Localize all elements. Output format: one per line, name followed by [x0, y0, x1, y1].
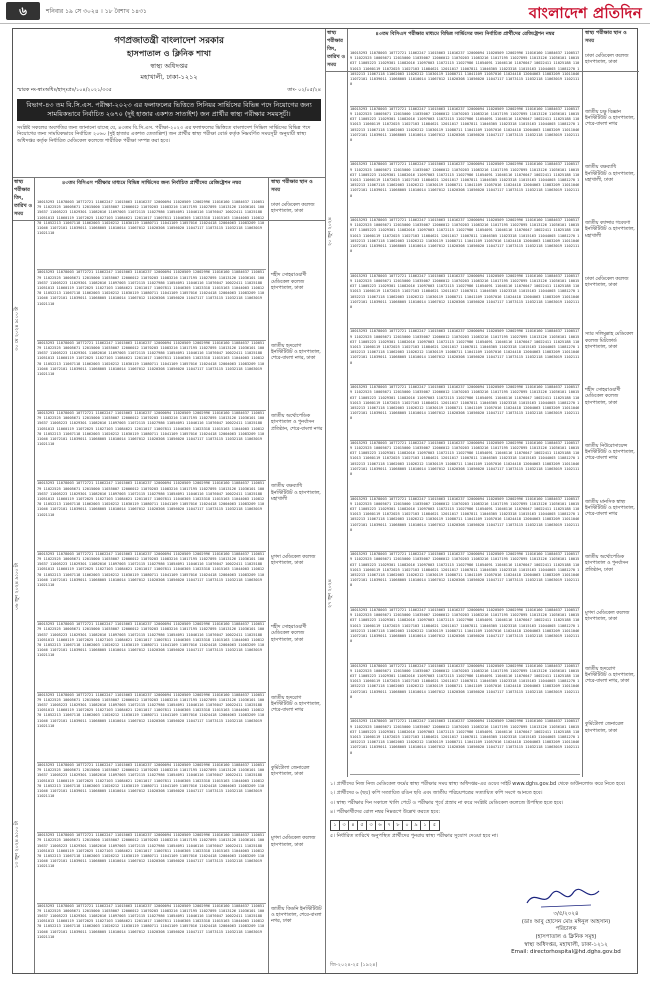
roll-number-example — [330, 820, 440, 831]
signatory-designation: পরিচালক — [555, 926, 577, 933]
memo-row — [13, 83, 325, 95]
roll-block: 10015293 11078003 10772721 11062247 11015063 11016237 12000094 11020509 12002996 11016160 11084637 11005179 11022525 10005671 12015000 11035007 12006012 11070203 11083216 11017195 11027895 11013126 11036101 10015637 11005223 11029301 11082016 11097003 11072115 11027986 11054091 11046116 11076047 10022411 11025188 11051013 11060119 11072025 11027103 11084621 12011017 11007811 11046305 11023318 11015163 11044003 11081270 11052213 11067118 11062003 11026212 11030119 11080711 11041109 11057016 11024418 12004063 11083209 11011046 11072101 11039011 11068005 11010014 11067012 11020308 11056020 11047117 11073115 11032118 11063019 11021110 — [350, 552, 580, 608]
note-3: ৩। স্বাস্থ্য পরীক্ষার দিন সকালে খালি পেটে ও পরীক্ষার পূর্বে প্রস্রাব না করে সংশ্লিষ্ট মেডিকেল কলেজে উপস্থিত হতে হবে। — [330, 799, 564, 806]
signatory-wing: (হাসপাতাল ও ক্লিনিক সমূহ) — [535, 934, 597, 941]
signature-ink — [511, 885, 621, 911]
roll-digit: ১ — [331, 821, 340, 830]
signatory-email: Email: directorhospital@hd.dghs.gov.bd — [511, 949, 621, 956]
header-roll: ৪৩তম বিসিএস পরীক্ষার মাধ্যমে বিভিন্ন সার্ভিসের জন্য নির্বাচিত প্রার্থীদের রেজিষ্ট্রেশন নম্বর — [348, 29, 583, 71]
roll-column — [348, 51, 583, 777]
exam-date: ১৩ জুন ২০২৪ ৯:০০ টা — [15, 821, 20, 869]
roll-block: 10015293 11078003 10772721 11062247 11015063 11016237 12000094 11020509 12002996 11016160 11084637 11005179 11022525 10005671 12015000 11035007 12006012 11070203 11083216 11017195 11027895 11013126 11036101 10015637 11005223 11029301 11082016 11097003 11072115 11027986 11054091 11046116 11076047 10022411 11025188 11051013 11060119 11072025 11027103 11084621 12011017 11007811 11046305 11023318 11015163 11044003 11081270 11052213 11067118 11062003 11026212 11030119 11080711 11041109 11057016 11024418 12004063 11083209 11011046 11072101 11039011 11068005 11010014 11067012 11020308 11056020 11047117 11073115 11032118 11063019 11021110 — [37, 270, 266, 340]
schedule-table-right — [326, 29, 639, 777]
center-column — [583, 51, 639, 777]
exam-center: শহীদ সোহরাওয়ার্দী মেডিকেল কলেজ হাসপাতাল, ঢাকা — [271, 273, 307, 291]
roll-block: 10015293 11078003 10772721 11062247 11015063 11016237 12000094 11020509 12002996 11016160 11084637 11005179 11022525 10005671 12015000 11035007 12006012 11070203 11083216 11017195 11027895 11013126 11036101 10015637 11005223 11029301 11082016 11097003 11072115 11027986 11054091 11046116 11076047 10022411 11025188 11051013 11060119 11072025 11027103 11084621 12011017 11007811 11046305 11023318 11015163 11044003 11081270 11052213 11067118 11062003 11026212 11030119 11080711 11041109 11057016 11024418 12004063 11083209 11011046 11072101 11039011 11068005 11010014 11067012 11020308 11056020 11047117 11073115 11032118 11063019 11021110 — [37, 904, 266, 973]
notice-heading — [13, 33, 325, 83]
roll-digit: ৮ — [394, 821, 403, 830]
roll-block: 10015293 11078003 10772721 11062247 11015063 11016237 12000094 11020509 12002996 11016160 11084637 11005179 11022525 10005671 12015000 11035007 12006012 11070203 11083216 11017195 11027895 11013126 11036101 10015637 11005223 11029301 11082016 11097003 11072115 11027986 11054091 11046116 11076047 10022411 11025188 11051013 11060119 11072025 11027103 11084621 12011017 11007811 11046305 11023318 11015163 11044003 11081270 11052213 11067118 11062003 11026212 11030119 11080711 11041109 11057016 11024418 12004063 11083209 11011046 11072101 11039011 11068005 11010014 11067012 11020308 11056020 11047117 11073115 11032118 11063019 11021110 — [350, 719, 580, 775]
exam-center: কুর্মিটোলা জেনারেল হাসপাতাল, ঢাকা — [271, 765, 310, 778]
roll-digit: ৬ — [376, 821, 385, 830]
department-address: মহাখালী, ঢাকা-১২১২ — [140, 73, 198, 81]
roll-block: 10015293 11078003 10772721 11062247 11015063 11016237 12000094 11020509 12002996 11016160 11084637 11005179 11022525 10005671 12015000 11035007 12006012 11070203 11083216 11017195 11027895 11013126 11036101 10015637 11005223 11029301 11082016 11097003 11072115 11027986 11054091 11046116 11076047 10022411 11025188 11051013 11060119 11072025 11027103 11084621 12011017 11007811 11046305 11023318 11015163 11044003 11081270 11052213 11067118 11062003 11026212 11030119 11080711 11041109 11057016 11024418 12004063 11083209 11011046 11072101 11039011 11068005 11010014 11067012 11020308 11056020 11047117 11073115 11032118 11063019 11021110 — [37, 341, 266, 411]
exam-center: জাতীয় অর্থোপেডিক হাসপাতাল ও পুনর্বাসন প্রতিষ্ঠান, ঢাকা — [585, 555, 629, 573]
roll-block: 10015293 11078003 10772721 11062247 11015063 11016237 12000094 11020509 12002996 11016160 11084637 11005179 11022525 10005671 12015000 11035007 12006012 11070203 11083216 11017195 11027895 11013126 11036101 10015637 11005223 11029301 11082016 11097003 11072115 11027986 11054091 11046116 11076047 10022411 11025188 11051013 11060119 11072025 11027103 11084621 12011017 11007811 11046305 11023318 11015163 11044003 11081270 11052213 11067118 11062003 11026212 11030119 11080711 11041109 11057016 11024418 12004063 11083209 11011046 11072101 11039011 11068005 11010014 11067012 11020308 11056020 11047117 11073115 11032118 11063019 11021110 — [350, 107, 580, 163]
instruction-notes — [330, 781, 635, 842]
ad-code: জি-২০২৪-২৫ (১৯২৪) — [330, 962, 378, 968]
roll-block: 10015293 11078003 10772721 11062247 11015063 11016237 12000094 11020509 12002996 11016160 11084637 11005179 11022525 10005671 12015000 11035007 12006012 11070203 11083216 11017195 11027895 11013126 11036101 10015637 11005223 11029301 11082016 11097003 11072115 11027986 11054091 11046116 11076047 10022411 11025188 11051013 11060119 11072025 11027103 11084621 12011017 11007811 11046305 11023318 11015163 11044003 11081270 11052213 11067118 11062003 11026212 11030119 11080711 11041109 11057016 11024418 12004063 11083209 11011046 11072101 11039011 11068005 11010014 11067012 11020308 11056020 11047117 11073115 11032118 11063019 11021110 — [37, 200, 266, 270]
roll-block: 10015293 11078003 10772721 11062247 11015063 11016237 12000094 11020509 12002996 11016160 11084637 11005179 11022525 10005671 12015000 11035007 12006012 11070203 11083216 11017195 11027895 11013126 11036101 10015637 11005223 11029301 11082016 11097003 11072115 11027986 11054091 11046116 11076047 10022411 11025188 11051013 11060119 11072025 11027103 11084621 12011017 11007811 11046305 11023318 11015163 11044003 11081270 11052213 11067118 11062003 11026212 11030119 11080711 11041109 11057016 11024418 12004063 11083209 11011046 11072101 11039011 11068005 11010014 11067012 11020308 11056020 11047117 11073115 11032118 11063019 11021110 — [350, 329, 580, 385]
note-5: ৫। নির্ধারিত তারিখে অনুপস্থিত প্রার্থীদের পুনরায় স্বাস্থ্য পরীক্ষার সুযোগ দেওয়া হবে না। — [330, 833, 499, 839]
roll-block: 10015293 11078003 10772721 11062247 11015063 11016237 12000094 11020509 12002996 11016160 11084637 11005179 11022525 10005671 12015000 11035007 12006012 11070203 11083216 11017195 11027895 11013126 11036101 10015637 11005223 11029301 11082016 11097003 11072115 11027986 11054091 11046116 11076047 10022411 11025188 11051013 11060119 11072025 11027103 11084621 12011017 11007811 11046305 11023318 11015163 11044003 11081270 11052213 11067118 11062003 11026212 11030119 11080711 11041109 11057016 11024418 12004063 11083209 11011046 11072101 11039011 11068005 11010014 11067012 11020308 11056020 11047117 11073115 11032118 11063019 11021110 — [37, 481, 266, 551]
exam-center: ঢাকা মেডিকেল কলেজ হাসপাতাল, ঢাকা — [585, 54, 629, 66]
government-notice — [12, 28, 638, 974]
roll-digit: ৩ — [340, 821, 349, 830]
roll-block: 10015293 11078003 10772721 11062247 11015063 11016237 12000094 11020509 12002996 11016160 11084637 11005179 11022525 10005671 12015000 11035007 12006012 11070203 11083216 11017195 11027895 11013126 11036101 10015637 11005223 11029301 11082016 11097003 11072115 11027986 11054091 11046116 11076047 10022411 11025188 11051013 11060119 11072025 11027103 11084621 12011017 11007811 11046305 11023318 11015163 11044003 11081270 11052213 11067118 11062003 11026212 11030119 11080711 11041109 11057016 11024418 12004063 11083209 11011046 11072101 11039011 11068005 11010014 11067012 11020308 11056020 11047117 11073115 11032118 11063019 11021110 — [350, 441, 580, 497]
exam-center: জাতীয় হৃদরোগ ইনস্টিটিউট ও হাসপাতাল, শেরে-বাংলা নগর, ঢাকা — [271, 343, 321, 362]
note-4: ৪। পরীক্ষার্থীদের রোল নম্বর নিম্নরূপে উল্লেখ করতে হবে: — [330, 808, 441, 815]
exam-center: শহীদ সোহরাওয়ার্দী মেডিকেল কলেজ হাসপাতাল, ঢাকা — [271, 625, 307, 643]
exam-center: মুগদা মেডিকেল কলেজ হাসপাতাল, ঢাকা — [271, 836, 316, 848]
notice-intro: সংশ্লিষ্ট সকলের অবগতির জন্য জানানো যাচ্ছে যে, ৪৩তম বি.সি.এস. পরীক্ষা-২০২৩ এর ফলাফলের ভিত্তিতে বাংলাদেশ সিভিল সার্ভিসের বিভিন্ন পদে নিয়োগের জন্য সাময়িকভাবে নির্বাচিত ২০৬০ (দুই হাজার একশত তেতাল্লিশ) জন প্রার্থীর স্বাস্থ্য পরীক্ষা বোর্ড কর্তৃক নিম্নবর্ণিত সময়সূচী অনুযায়ী স্বাস্থ্য অধিদপ্তর কর্তৃক নির্ধারিত মেডিকেল কলেজে শারীরিক পরীক্ষা সম্পন্ন করা হবে। — [17, 124, 311, 144]
roll-block: 10015293 11078003 10772721 11062247 11015063 11016237 12000094 11020509 12002996 11016160 11084637 11005179 11022525 10005671 12015000 11035007 12006012 11070203 11083216 11017195 11027895 11013126 11036101 10015637 11005223 11029301 11082016 11097003 11072115 11027986 11054091 11046116 11076047 10022411 11025188 11051013 11060119 11072025 11027103 11084621 12011017 11007811 11046305 11023318 11015163 11044003 11081270 11052213 11067118 11062003 11026212 11030119 11080711 11041109 11057016 11024418 12004063 11083209 11011046 11072101 11039011 11068005 11010014 11067012 11020308 11056020 11047117 11073115 11032118 11063019 11021110 — [37, 763, 266, 833]
exam-center: জাতীয় অর্থোপেডিক হাসপাতাল ও পুনর্বাসন প্রতিষ্ঠান, শেরে-বাংলা নগর — [271, 414, 323, 432]
exam-center: শহীদ সোহরাওয়ার্দী মেডিকেল কলেজ হাসপাতাল, ঢাকা — [585, 388, 621, 406]
signature-block — [511, 885, 621, 957]
exam-center: কুর্মিটোলা জেনারেল হাসপাতাল, ঢাকা — [585, 722, 624, 734]
page-number: ৬ — [6, 2, 40, 20]
notice-banner: বিভাগ-৪৩ তম বি.সি.এস. পরীক্ষা-২০২৩ এর ফলাফলের ভিত্তিতে সিনিয়র সার্ভিসের বিভিন্ন পদে নিয়োগের জন্য সাময়িকভাবে নির্বাচিত ২৬৭০ (দুই হাজার একশত সাতাইশ) জন প্রার্থীর স্বাস্থ্য পরীক্ষার সময়সূচী। — [17, 99, 321, 121]
roll-block: 10015293 11078003 10772721 11062247 11015063 11016237 12000094 11020509 12002996 11016160 11084637 11005179 11022525 10005671 12015000 11035007 12006012 11070203 11083216 11017195 11027895 11013126 11036101 10015637 11005223 11029301 11082016 11097003 11072115 11027986 11054091 11046116 11076047 10022411 11025188 11051013 11060119 11072025 11027103 11084621 12011017 11007811 11046305 11023318 11015163 11044003 11081270 11052213 11067118 11062003 11026212 11030119 11080711 11041109 11057016 11024418 12004063 11083209 11011046 11072101 11039011 11068005 11010014 11067012 11020308 11056020 11047117 11073115 11032118 11063019 11021110 — [350, 497, 580, 553]
exam-center: জাতীয় বক্ষব্যাধি ইনস্টিটিউট ও হাসপাতাল, মহাখালী — [271, 484, 321, 502]
roll-digit: ৩ — [367, 821, 376, 830]
masthead: বাংলাদেশ প্রতিদিন — [528, 4, 642, 22]
exam-center: জাতীয় বক্ষব্যাধি ইনস্টিটিউট ও হাসপাতাল, মহাখালী, ঢাকা — [585, 165, 635, 183]
memo-date: তাং- ০২/০৫/২৪ — [287, 87, 321, 93]
center-column — [269, 200, 325, 973]
header-date: স্বাস্থ্য পরীক্ষার তিং, তারিখ ও সময় — [326, 29, 348, 71]
exam-center: জাতীয় মানসিক স্বাস্থ্য ইনস্টিটিউট ও হাসপাতাল, শেরে-বাংলা নগর — [585, 499, 635, 517]
header-center: স্বাস্থ্য পরীক্ষার স্থান ও সময় — [271, 179, 313, 193]
dateline: শনিবার ১৯ সে ৩০২৪ । ১৮ বৈশাখ ১৪৩১ — [46, 8, 147, 15]
roll-block: 10015293 11078003 10772721 11062247 11015063 11016237 12000094 11020509 12002996 11016160 11084637 11005179 11022525 10005671 12015000 11035007 12006012 11070203 11083216 11017195 11027895 11013126 11036101 10015637 11005223 11029301 11082016 11097003 11072115 11027986 11054091 11046116 11076047 10022411 11025188 11051013 11060119 11072025 11027103 11084621 12011017 11007811 11046305 11023318 11015163 11044003 11081270 11052213 11067118 11062003 11026212 11030119 11080711 11041109 11057016 11024418 12004063 11083209 11011046 11072101 11039011 11068005 11010014 11067012 11020308 11056020 11047117 11073115 11032118 11063019 11021110 — [37, 552, 266, 622]
roll-block: 10015293 11078003 10772721 11062247 11015063 11016237 12000094 11020509 12002996 11016160 11084637 11005179 11022525 10005671 12015000 11035007 12006012 11070203 11083216 11017195 11027895 11013126 11036101 10015637 11005223 11029301 11082016 11097003 11072115 11027986 11054091 11046116 11076047 10022411 11025188 11051013 11060119 11072025 11027103 11084621 12011017 11007811 11046305 11023318 11015163 11044003 11081270 11052213 11067118 11062003 11026212 11030119 11080711 11041109 11057016 11024418 12004063 11083209 11011046 11072101 11039011 11068005 11010014 11067012 11020308 11056020 11047117 11073115 11032118 11063019 11021110 — [37, 833, 266, 903]
roll-block: 10015293 11078003 10772721 11062247 11015063 11016237 12000094 11020509 12002996 11016160 11084637 11005179 11022525 10005671 12015000 11035007 12006012 11070203 11083216 11017195 11027895 11013126 11036101 10015637 11005223 11029301 11082016 11097003 11072115 11027986 11054091 11046116 11076047 10022411 11025188 11051013 11060119 11072025 11027103 11084621 12011017 11007811 11046305 11023318 11015163 11044003 11081270 11052213 11067118 11062003 11026212 11030119 11080711 11041109 11057016 11024418 12004063 11083209 11011046 11072101 11039011 11068005 11010014 11067012 11020308 11056020 11047117 11073115 11032118 11063019 11021110 — [37, 622, 266, 692]
note-2: ২। প্রার্থীদের ৬ (ছয়) কপি সত্যায়িত রঙিন ছবি এবং জাতীয় পরিচয়পত্রের সত্যায়িত কপি সংগে আনতে হবে। — [330, 790, 543, 797]
exam-center: মুগদা মেডিকেল কলেজ হাসপাতাল, ঢাকা — [271, 554, 316, 567]
exam-center: মুগদা মেডিকেল কলেজ হাসপাতাল, ঢাকা — [585, 610, 630, 623]
header-roll: ৪৩তম বিসিএস পরীক্ষার মাধ্যমে বিভিন্ন সার্ভিসের জন্য নির্বাচিত প্রার্থীদের রেজিষ্ট্রেশন নম্বর — [35, 178, 269, 220]
signatory-office: স্বাস্থ্য অধিদপ্তর, মহাখালী, ঢাকা-১২১২ — [524, 941, 608, 948]
memo-number: স্মারক নং-স্বাঃঅধিঃ/হাস্ঃপ্রঃ/১০৪/২০২১/৩৩৫ — [17, 87, 112, 93]
roll-digit: ৫ — [358, 821, 367, 830]
table-body-left — [13, 200, 325, 973]
date-column — [13, 200, 35, 973]
roll-digit: ০ — [403, 821, 412, 830]
notice-left-column — [13, 29, 326, 973]
exam-center: জাতীয় ক্যান্সার গবেষণা ইনস্টিটিউট ও হাসপাতাল, মহাখালী — [585, 221, 635, 239]
notice-right-column — [326, 29, 639, 973]
roll-block: 10015293 11078003 10772721 11062247 11015063 11016237 12000094 11020509 12002996 11016160 11084637 11005179 11022525 10005671 12015000 11035007 12006012 11070203 11083216 11017195 11027895 11013126 11036101 10015637 11005223 11029301 11082016 11097003 11072115 11027986 11054091 11046116 11076047 10022411 11025188 11051013 11060119 11072025 11027103 11084621 12011017 11007811 11046305 11023318 11015163 11044003 11081270 11052213 11067118 11062003 11026212 11030119 11080711 11041109 11057016 11024418 12004063 11083209 11011046 11072101 11039011 11068005 11010014 11067012 11020308 11056020 11047117 11073115 11032118 11063019 11021110 — [350, 51, 580, 107]
roll-block: 10015293 11078003 10772721 11062247 11015063 11016237 12000094 11020509 12002996 11016160 11084637 11005179 11022525 10005671 12015000 11035007 12006012 11070203 11083216 11017195 11027895 11013126 11036101 10015637 11005223 11029301 11082016 11097003 11072115 11027986 11054091 11046116 11076047 10022411 11025188 11051013 11060119 11072025 11027103 11084621 12011017 11007811 11046305 11023318 11015163 11044003 11081270 11052213 11067118 11062003 11026212 11030119 11080711 11041109 11057016 11024418 12004063 11083209 11011046 11072101 11039011 11068005 11010014 11067012 11020308 11056020 11047117 11073115 11032118 11063019 11021110 — [350, 218, 580, 274]
date-column — [326, 51, 348, 777]
roll-column — [35, 200, 269, 973]
roll-digit: ৪ — [349, 821, 358, 830]
roll-block: 10015293 11078003 10772721 11062247 11015063 11016237 12000094 11020509 12002996 11016160 11084637 11005179 11022525 10005671 12015000 11035007 12006012 11070203 11083216 11017195 11027895 11013126 11036101 10015637 11005223 11029301 11082016 11097003 11072115 11027986 11054091 11046116 11076047 10022411 11025188 11051013 11060119 11072025 11027103 11084621 12011017 11007811 11046305 11023318 11015163 11044003 11081270 11052213 11067118 11062003 11026212 11030119 11080711 11041109 11057016 11024418 12004063 11083209 11011046 11072101 11039011 11068005 11010014 11067012 11020308 11056020 11047117 11073115 11032118 11063019 11021110 — [350, 385, 580, 441]
exam-center: জাতীয় চক্ষু বিজ্ঞান ইনস্টিটিউট ও হাসপাতাল, শেরে-বাংলা নগর — [585, 109, 635, 128]
exam-date: ২০ জুন ২০২৪ — [328, 217, 333, 247]
exam-center: জাতীয় কিডনি ইনস্টিটিউট ও হাসপাতাল, শেরে-বাংলা নগর, ঢাকা — [271, 906, 322, 925]
roll-block: 10015293 11078003 10772721 11062247 11015063 11016237 12000094 11020509 12002996 11016160 11084637 11005179 11022525 10005671 12015000 11035007 12006012 11070203 11083216 11017195 11027895 11013126 11036101 10015637 11005223 11029301 11082016 11097003 11072115 11027986 11054091 11046116 11076047 10022411 11025188 11051013 11060119 11072025 11027103 11084621 12011017 11007811 11046305 11023318 11015163 11044003 11081270 11052213 11067118 11062003 11026212 11030119 11080711 11041109 11057016 11024418 12004063 11083209 11011046 11072101 11039011 11068005 11010014 11067012 11020308 11056020 11047117 11073115 11032118 11063019 11021110 — [350, 664, 580, 720]
exam-date: ২৭ জুন ২০২৪ — [328, 579, 333, 609]
department-name: স্বাস্থ্য অধিদপ্তর — [150, 62, 188, 70]
exam-center: জাতীয় নিউরোসায়েন্স ইনস্টিটিউট ও হাসপাতাল, শেরে-বাংলা নগর — [585, 443, 635, 462]
note-1: ১। প্রার্থীদের নিজ নিজ মেডিকেল ফর্মের স্বাস্থ্য পরীক্ষার সময় স্বাস্থ্য অধিদপ্তর-এর ওয়েব সাইট www.dghs.gov.bd থেকে ডাউনলোড করে নিতে হবে। — [330, 781, 626, 787]
roll-block: 10015293 11078003 10772721 11062247 11015063 11016237 12000094 11020509 12002996 11016160 11084637 11005179 11022525 10005671 12015000 11035007 12006012 11070203 11083216 11017195 11027895 11013126 11036101 10015637 11005223 11029301 11082016 11097003 11072115 11027986 11054091 11046116 11076047 10022411 11025188 11051013 11060119 11072025 11027103 11084621 12011017 11007811 11046305 11023318 11015163 11044003 11081270 11052213 11067118 11062003 11026212 11030119 11080711 11041109 11057016 11024418 12004063 11083209 11011046 11072101 11039011 11068005 11010014 11067012 11020308 11056020 11047117 11073115 11032118 11063019 11021110 — [350, 162, 580, 218]
roll-block: 10015293 11078003 10772721 11062247 11015063 11016237 12000094 11020509 12002996 11016160 11084637 11005179 11022525 10005671 12015000 11035007 12006012 11070203 11083216 11017195 11027895 11013126 11036101 10015637 11005223 11029301 11082016 11097003 11072115 11027986 11054091 11046116 11076047 10022411 11025188 11051013 11060119 11072025 11027103 11084621 12011017 11007811 11046305 11023318 11015163 11044003 11081270 11052213 11067118 11062003 11026212 11030119 11080711 11041109 11057016 11024418 12004063 11083209 11011046 11072101 11039011 11068005 11010014 11067012 11020308 11056020 11047117 11073115 11032118 11063019 11021110 — [350, 608, 580, 664]
roll-digit: ৯ — [412, 821, 421, 830]
schedule-table-left — [13, 177, 325, 973]
exam-center: স্যার সলিমুল্লাহ মেডিকেল কলেজ মিটফোর্ড হাসপাতাল, ঢাকা — [585, 332, 634, 350]
roll-block: 10015293 11078003 10772721 11062247 11015063 11016237 12000094 11020509 12002996 11016160 11084637 11005179 11022525 10005671 12015000 11035007 12006012 11070203 11083216 11017195 11027895 11013126 11036101 10015637 11005223 11029301 11082016 11097003 11072115 11027986 11054091 11046116 11076047 10022411 11025188 11051013 11060119 11072025 11027103 11084621 12011017 11007811 11046305 11023318 11015163 11044003 11081270 11052213 11067118 11062003 11026212 11030119 11080711 11041109 11057016 11024418 12004063 11083209 11011046 11072101 11039011 11068005 11010014 11067012 11020308 11056020 11047117 11073115 11032118 11063019 11021110 — [37, 693, 266, 763]
roll-digit: ৭ — [385, 821, 394, 830]
roll-block: 10015293 11078003 10772721 11062247 11015063 11016237 12000094 11020509 12002996 11016160 11084637 11005179 11022525 10005671 12015000 11035007 12006012 11070203 11083216 11017195 11027895 11013126 11036101 10015637 11005223 11029301 11082016 11097003 11072115 11027986 11054091 11046116 11076047 10022411 11025188 11051013 11060119 11072025 11027103 11084621 12011017 11007811 11046305 11023318 11015163 11044003 11081270 11052213 11067118 11062003 11026212 11030119 11080711 11041109 11057016 11024418 12004063 11083209 11011046 11072101 11039011 11068005 11010014 11067012 11020308 11056020 11047117 11073115 11032118 11063019 11021110 — [37, 411, 266, 481]
table-body-right — [326, 51, 639, 777]
signatory-name: (ডাঃ আবু হোসেন মোঃ মঈনুল আহসান) — [521, 918, 611, 925]
hospital-branch: হাসপাতাল ও ক্লিনিক শাখা — [127, 49, 211, 58]
exam-center: জাতীয় হৃদরোগ ইনস্টিটিউট ও হাসপাতাল, শেরে-বাংলা নগর — [271, 695, 321, 713]
header-date: স্বাস্থ্য পরীক্ষার তিং, তারিখ ও সময় — [13, 178, 35, 220]
exam-center: ঢাকা মেডিকেল কলেজ হাসপাতাল, ঢাকা — [585, 276, 629, 288]
roll-digit: ১ — [421, 821, 430, 830]
government-title: গণপ্রজাতন্ত্রী বাংলাদেশ সরকার — [114, 36, 224, 46]
exam-center: জাতীয় হৃদরোগ ইনস্টিটিউট ও হাসপাতাল, শেরে-বাংলা নগর, ঢাকা — [585, 666, 635, 685]
exam-center: ঢাকা মেডিকেল কলেজ হাসপাতাল, ঢাকা — [271, 203, 315, 215]
roll-block: 10015293 11078003 10772721 11062247 11015063 11016237 12000094 11020509 12002996 11016160 11084637 11005179 11022525 10005671 12015000 11035007 12006012 11070203 11083216 11017195 11027895 11013126 11036101 10015637 11005223 11029301 11082016 11097003 11072115 11027986 11054091 11046116 11076047 10022411 11025188 11051013 11060119 11072025 11027103 11084621 12011017 11007811 11046305 11023318 11015163 11044003 11081270 11052213 11067118 11062003 11026212 11030119 11080711 11041109 11057016 11024418 12004063 11083209 11011046 11072101 11039011 11068005 11010014 11067012 11020308 11056020 11047117 11073115 11032118 11063019 11021110 — [350, 274, 580, 330]
page-header — [0, 0, 650, 24]
header-center: স্বাস্থ্য পরীক্ষার স্থান ও সময় — [585, 30, 627, 44]
signature-date: ৩/৫/২০২৪ — [553, 911, 579, 917]
exam-date: ৩০ মে ২০২৪ ৯:০০ টা — [15, 306, 20, 352]
roll-digit: ৫ — [432, 822, 437, 828]
exam-date: ০৬ জুন ২০২৪ ৯:০০ টা — [15, 563, 20, 611]
